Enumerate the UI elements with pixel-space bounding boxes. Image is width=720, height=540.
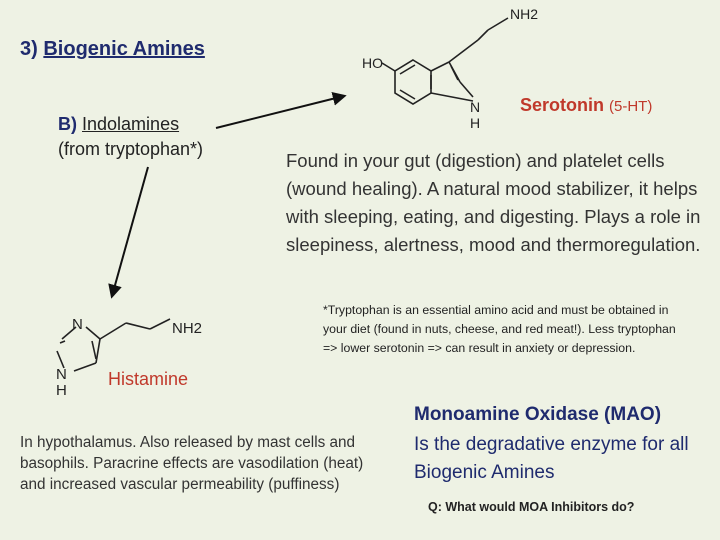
- histamine-h: H: [56, 382, 67, 399]
- indolamines-note: (from tryptophan*): [58, 139, 204, 159]
- serotonin-name: Serotonin: [520, 95, 604, 115]
- mao-heading: Monoamine Oxidase (MAO): [414, 404, 662, 425]
- serotonin-label: [520, 95, 652, 116]
- title-text: Biogenic Amines: [43, 38, 205, 60]
- arrow-to-serotonin: [216, 96, 344, 128]
- mao-description: Is the degradative enzyme for all Biogenic Amines: [414, 434, 689, 483]
- serotonin-abbr: (5-HT): [609, 98, 653, 115]
- serotonin-nh2: NH2: [510, 6, 539, 22]
- indolamines-text: Indolamines: [82, 114, 180, 134]
- histamine-n-top: N: [72, 316, 83, 333]
- arrow-to-histamine: [112, 167, 148, 296]
- serotonin-description: Found in your gut (digestion) and platelet cells (wound healing). A natural mood stabilizer, it helps with sleeping, eating, and digesting. Plays a role in sleepiness, alertness, mood and thermoregulation.: [286, 150, 701, 255]
- histamine-description: In hypothalamus. Also released by mast cells and basophils. Paracrine effects are vasodilation (heat) and increased vascular permeability (puffiness): [20, 434, 364, 493]
- indolamines-label: B): [58, 114, 77, 134]
- serotonin-ho: HO: [362, 55, 383, 71]
- title-number: 3): [20, 38, 38, 60]
- histamine-label: Histamine: [108, 369, 189, 389]
- serotonin-n: N: [470, 99, 481, 115]
- mao-question: Q: What would MOA Inhibitors do?: [428, 500, 635, 514]
- tryptophan-footnote: *Tryptophan is an essential amino acid and must be obtained in your diet (found in nuts, cheese, and red meat!). Less tryptophan => lower serotonin => can result in anxiety or depression.: [323, 303, 676, 355]
- histamine-nh2: NH2: [172, 320, 203, 337]
- histamine-n-bottom: N: [56, 366, 67, 383]
- serotonin-h: H: [470, 115, 481, 131]
